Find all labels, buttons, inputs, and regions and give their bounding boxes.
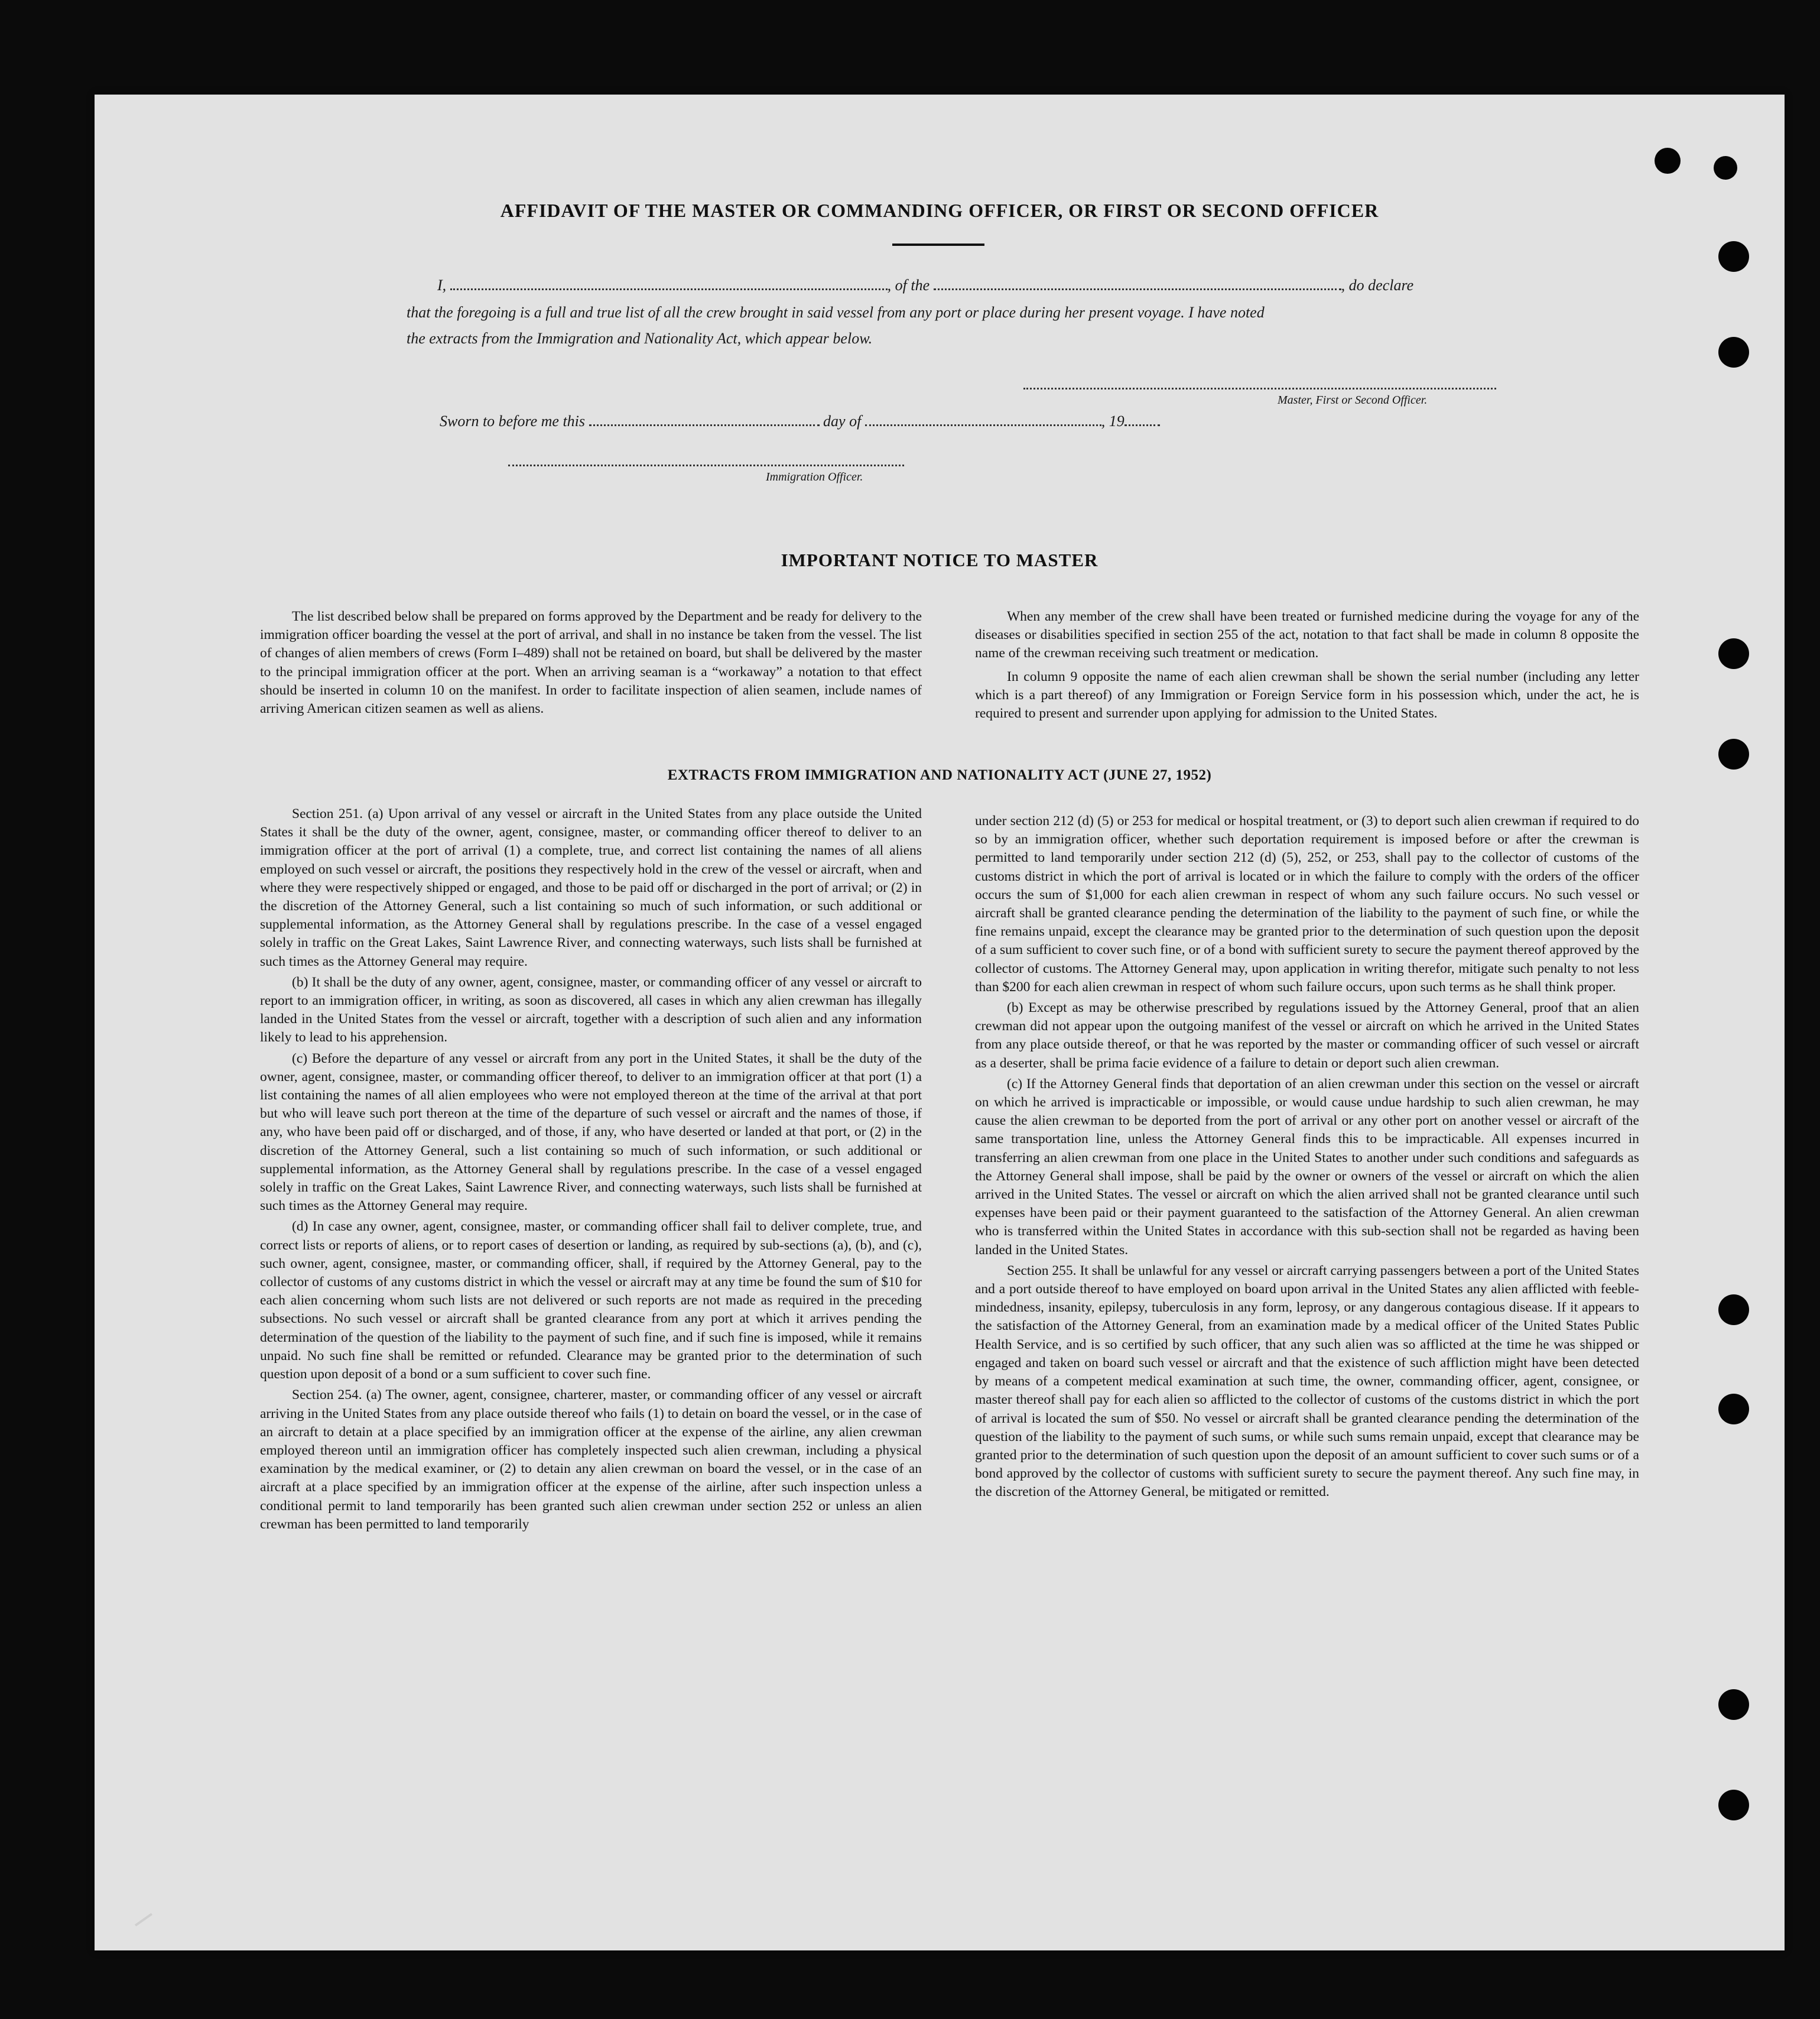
vessel-label: , of the bbox=[887, 277, 930, 294]
section-254-c: (c) If the Attorney General finds that deportation of an alien crewman under this section on the vessel or aircraft on which he arrived is impracticable or impossible, or would cause undue hardship to such alien crewman, he may cause the alien crewman to be deported from the port of arrival or any other port on another vessel or aircraft of the same transportation line, unless the Attorney General finds this to be impracticable. All expenses incurred in transferring an alien crewman from one place in the United States to another under such conditions and safeguards as the Attorney General shall impose, shall be paid by the owner or owners of the vessel or aircraft on which the alien arrived in the United States. The vessel or aircraft on which the alien arrived shall not be granted clearance until such expenses have been paid or their payment guaranteed to the satisfaction of the Attorney General. An alien crewman who is transferred within the United States in accordance with this sub-section shall not be regarded as having been landed in the United States. bbox=[975, 1076, 1639, 1258]
punch-hole bbox=[1718, 337, 1749, 368]
vessel-name-field[interactable] bbox=[934, 277, 1341, 290]
declarant-name-field[interactable] bbox=[450, 277, 888, 290]
sworn-label: Sworn to before me this bbox=[440, 413, 586, 430]
punch-hole bbox=[1718, 241, 1749, 272]
section-255: Section 255. It shall be unlawful for any vessel or aircraft carrying passengers between a port of the United States and a port outside thereof to have employed on board upon arrival in the United States any alien afflicted with feeble-mindedness, insanity, epilepsy, tuberculosis in any form, leprosy, or any dangerous contagious disease. If it appears to the satisfaction of the Attorney General, from an examination made by a medical officer of the United States Public Health Service, and is so certified by such officer, that any such alien was so afflicted at the time he was shipped or engaged and taken on board such vessel or aircraft and that the existence of such affliction might have been detected by means of a competent medical examination at such time, the owner, commanding officer, agent, consignee, or master thereof shall pay for each alien so afflicted to the collector of customs of the customs district in which the port of arrival is located the sum of $50. No vessel or aircraft shall be granted clearance pending the determination of the question of the liability to the payment of such sums, or while such sums remain unpaid, except that clearance may be granted prior to the determination of such question upon the deposit of an amount sufficient to cover such sums or of a bond approved by the collector of customs with sufficient surety to secure the payment thereof. Any such fine may, in the discretion of the Attorney General, be mitigated or remitted. bbox=[975, 1262, 1639, 1500]
punch-hole bbox=[1718, 1689, 1749, 1720]
notice-title: IMPORTANT NOTICE TO MASTER bbox=[781, 550, 1098, 570]
punch-hole bbox=[1718, 1394, 1749, 1424]
immigration-officer-caption: Immigration Officer. bbox=[766, 470, 863, 483]
section-251-b: (b) It shall be the duty of any owner, agent, consignee, master, or commanding officer of any vessel or aircraft to report to an immigration officer, in writing, as soon as discovered, all cases in which any alien crewman has illegally landed in the United States from the vessel or aircraft, together with a description of such alien and any information likely to lead to his apprehension. bbox=[260, 974, 922, 1046]
affidavit-line-1 bbox=[437, 277, 1413, 294]
extracts-left-column bbox=[260, 805, 922, 1536]
extracts-right-column bbox=[975, 812, 1639, 1504]
day-of-label: day of bbox=[823, 413, 862, 430]
section-251-d: (d) In case any owner, agent, consignee, master, or commanding officer shall fail to deliver complete, true, and correct lists or reports of aliens, or to report cases of desertion or landing, as required by sub-sections (a), (b), and (c), such owner, agent, consignee, master, or commanding officer, shall, if required by the Attorney General, pay to the collector of customs of any customs district in which the vessel or aircraft may at any time be found the sum of $10 for each alien concerning whom such lists are not delivered or such reports are not made as required in the preceding subsections. No such vessel or aircraft shall be granted clearance from any port at which it arrives pending the determination of the question of the liability to the payment of such fine, and if such fine is imposed, while it remains unpaid. No such fine shall be remitted or refunded. Clearance may be granted prior to the determination of such question upon deposit of a bond or a sum sufficient to cover such fine. bbox=[260, 1219, 922, 1382]
notice-left-paragraph: The list described below shall be prepared on forms approved by the Department and be ready for delivery to the immigration officer boarding the vessel at the port of arrival, and shall in no instance be taken from the vessel. The list of changes of alien members of crews (Form I–489) shall not be retained on board, but shall be delivered by the master to the principal immigration officer at the port. When an arriving seaman is a “workaway” a notation to that effect should be inserted in column 10 on the manifest. In order to facilitate inspection of alien seamen, include names of arriving American citizen seamen as well as aliens. bbox=[260, 609, 922, 717]
sworn-day-field[interactable] bbox=[589, 413, 820, 426]
punch-hole bbox=[1714, 156, 1737, 180]
affidavit-line-2: that the foregoing is a full and true list of all the crew brought in said vessel from any port or place during her present voyage. I have noted bbox=[407, 304, 1265, 321]
declare-label: , do declare bbox=[1341, 277, 1414, 294]
section-254-a: Section 254. (a) The owner, agent, consignee, charterer, master, or commanding officer of any vessel or aircraft arriving in the United States from any place outside thereof who fails (1) to detain on board the vessel, or in the case of an aircraft to detain at a place specified by an immigration officer at the expense of the airline, any alien crewman employed thereon until an immigration officer has completely inspected such alien crewman, including a physical examination by the medical examiner, or (2) to detain any alien crewman on board the vessel, or in the case of an aircraft at a place specified by an immigration officer at the expense of the airline, after such inspection unless a conditional permit to land temporarily has been granted such alien crewman under section 252 or unless an alien crewman has been permitted to land temporarily bbox=[260, 1387, 922, 1532]
section-254-b: (b) Except as may be otherwise prescribed by regulations issued by the Attorney General, proof that an alien crewman did not appear upon the outgoing manifest of the vessel or aircraft on which he arrived in the United States from any place outside thereof, or that he was reported by the master or commanding officer of such vessel or aircraft as a deserter, shall be prima facie evidence of a failure to detain or deport such alien crewman. bbox=[975, 1000, 1639, 1071]
affidavit-line-3: the extracts from the Immigration and Nationality Act, which appear below. bbox=[407, 330, 873, 347]
punch-hole bbox=[1655, 148, 1681, 174]
affidavit-title: AFFIDAVIT OF THE MASTER OR COMMANDING OFFICER, OR FIRST OR SECOND OFFICER bbox=[500, 200, 1379, 221]
immigration-officer-signature-line[interactable] bbox=[508, 465, 904, 466]
section-251-c: (c) Before the departure of any vessel or aircraft from any port in the United States, it shall be the duty of the owner, agent, consignee, master, or commanding officer thereof, to deliver to an immigration officer at that port (1) a list containing the names of all alien employees who were not employed thereon at the time of the arrival at that port but who will leave such port thereon at the time of the departure of such vessel or aircraft and the names of those, if any, who have been paid off or discharged, and of those, if any, who have deserted or landed at that port, or (2) in the discretion of the Attorney General, such a list containing so much of such information, or such additional or supplemental information, as the Attorney General shall by regulations prescribe. In the case of a vessel engaged solely in traffic on the Great Lakes, Saint Lawrence River, and connecting waterways, such lists shall be furnished at such times as the Attorney General may require. bbox=[260, 1050, 922, 1214]
notice-right-column bbox=[975, 608, 1639, 725]
document-page bbox=[95, 95, 1785, 1950]
notice-right-paragraph: When any member of the crew shall have been treated or furnished medicine during the voyage for any of the diseases or disabilities specified in section 255 of the act, notation to that fact shall be made in column 8 opposite the name of the crewman receiving such treatment or medication. bbox=[975, 609, 1639, 661]
sworn-line bbox=[440, 413, 1160, 430]
punch-hole bbox=[1718, 638, 1749, 669]
punch-hole bbox=[1718, 1790, 1749, 1820]
extracts-title: EXTRACTS FROM IMMIGRATION AND NATIONALITY ACT (JUNE 27, 1952) bbox=[667, 767, 1212, 783]
punch-hole bbox=[1718, 739, 1749, 770]
title-rule bbox=[892, 244, 984, 246]
year-label: , 19 bbox=[1101, 413, 1124, 430]
declarant-label: I, bbox=[437, 277, 447, 294]
sworn-year-field[interactable] bbox=[1124, 413, 1160, 426]
master-signature-caption: Master, First or Second Officer. bbox=[1278, 394, 1428, 407]
section-254-a-continued: under section 212 (d) (5) or 253 for medical or hospital treatment, or (3) to deport such alien crewman if required to do so by an immigration officer, whether such deportation requirement is imposed before or after the crewman is permitted to land temporarily under section 212 (d) (5), 252, or 253, shall pay to the collector of customs of the customs district in which the port of arrival is located or in which the failure to comply with the orders of the officer occurs the sum of $1,000 for each alien crewman in respect of whom any such failure occurs. No such vessel or aircraft shall be granted clearance pending the determination of the liability to the payment of such fine, or while the fine remains unpaid, except the clearance may be granted prior to the determination of such question upon the deposit of a sum sufficient to cover such fine, or of a bond with sufficient surety to secure the payment thereof approved by the collector of customs. The Attorney General may, upon application in writing therefor, mitigate such penalty to not less than $200 for each alien crewman in respect of whom such failure occurs, upon such terms as he shall think proper. bbox=[975, 813, 1639, 995]
master-signature-line[interactable] bbox=[1023, 388, 1496, 389]
punch-hole bbox=[1718, 1294, 1749, 1325]
notice-right-paragraph: In column 9 opposite the name of each alien crewman shall be shown the serial number (including any letter which is a part thereof) of any Immigration or Foreign Service form in his possession which, under the act, he is required to present and surrender upon applying for admission to the United States. bbox=[975, 668, 1639, 722]
sworn-month-field[interactable] bbox=[865, 413, 1101, 426]
section-251-a: Section 251. (a) Upon arrival of any vessel or aircraft in the United States from any place outside the United States it shall be the duty of the owner, agent, consignee, master, or commanding officer thereof to deliver to an immigration officer at the port of arrival (1) a complete, true, and correct list containing the names of all aliens employed on such vessel or aircraft, the positions they respectively hold in the crew of the vessel or aircraft, when and where they were respectively shipped or engaged, and those to be paid off or discharged in the port of arrival; or (2) in the discretion of the Attorney General, such a list containing so much of such information, or such additional or supplemental information, as the Attorney General shall by regulations prescribe. In the case of a vessel engaged solely in traffic on the Great Lakes, Saint Lawrence River, and connecting waterways, such lists shall be furnished at such times as the Attorney General may require. bbox=[260, 806, 922, 969]
notice-left-column bbox=[260, 608, 922, 720]
